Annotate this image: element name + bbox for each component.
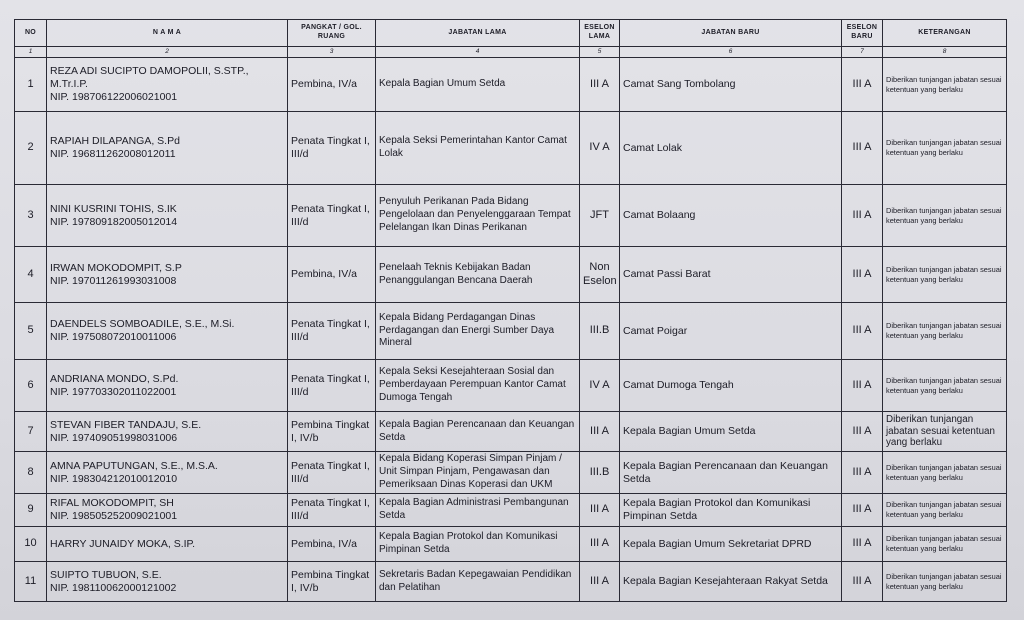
employee-nip: NIP. 197409051998031006 — [50, 431, 178, 444]
remarks-cell: Diberikan tunjangan jabatan sesuai ketentuan yang berlaku — [883, 185, 1007, 247]
remarks-cell: Diberikan tunjangan jabatan sesuai ketentuan yang berlaku — [883, 112, 1007, 185]
remarks-cell: Diberikan tunjangan jabatan sesuai ketentuan yang berlaku — [883, 303, 1007, 360]
employee-cell — [47, 562, 288, 602]
employee-name: IRWAN MOKODOMPIT, S.P — [50, 261, 182, 274]
remarks-cell: Diberikan tunjangan jabatan sesuai ketentuan yang berlaku — [883, 494, 1007, 527]
new-echelon-cell: III A — [842, 527, 883, 562]
column-number: 2 — [47, 47, 288, 58]
table-row — [15, 527, 1007, 562]
employee-cell — [47, 303, 288, 360]
row-number: 11 — [15, 562, 47, 602]
new-position-cell: Camat Poigar — [620, 303, 842, 360]
rank-cell: Penata Tingkat I, III/d — [288, 185, 376, 247]
new-echelon-cell: III A — [842, 562, 883, 602]
employee-name: HARRY JUNAIDY MOKA, S.IP. — [50, 537, 196, 550]
employee-nip: NIP. 197508072010011006 — [50, 331, 177, 343]
header-jabatan-baru: JABATAN BARU — [620, 20, 842, 47]
header-eselon-lama: ESELON LAMA — [580, 20, 620, 47]
remarks-cell: Diberikan tunjangan jabatan sesuai ketentuan yang berlaku — [883, 562, 1007, 602]
employee-name: NINI KUSRINI TOHIS, S.IK — [50, 202, 177, 215]
remarks-cell: Diberikan tunjangan jabatan sesuai ketentuan yang berlaku — [883, 527, 1007, 562]
old-echelon-cell: Non Eselon — [580, 247, 620, 303]
old-echelon-cell: III A — [580, 58, 620, 112]
old-position-cell: Sekretaris Badan Kepegawaian Pendidikan dan Pelatihan — [376, 562, 580, 602]
employee-cell — [47, 58, 288, 112]
row-number: 5 — [15, 303, 47, 360]
employee-name: DAENDELS SOMBOADILE, S.E., M.Si. — [50, 318, 235, 331]
employee-nip: NIP. 198304212010012010 — [50, 472, 178, 485]
new-position-cell: Kepala Bagian Kesejahteraan Rakyat Setda — [620, 562, 842, 602]
remarks-cell: Diberikan tunjangan jabatan sesuai ketentuan yang berlaku — [883, 360, 1007, 412]
rank-cell: Pembina Tingkat I, IV/b — [288, 562, 376, 602]
row-number: 3 — [15, 185, 47, 247]
employee-name: RIFAL MOKODOMPIT, SH — [50, 497, 174, 510]
table-row — [15, 452, 1007, 494]
row-number: 4 — [15, 247, 47, 303]
header-keterangan: KETERANGAN — [883, 20, 1007, 47]
table-row — [15, 412, 1007, 452]
old-position-cell: Kepala Seksi Pemerintahan Kantor Camat Lolak — [376, 112, 580, 185]
new-position-cell: Camat Sang Tombolang — [620, 58, 842, 112]
old-echelon-cell: III A — [580, 494, 620, 527]
new-echelon-cell: III A — [842, 303, 883, 360]
new-echelon-cell: III A — [842, 360, 883, 412]
employee-nip: NIP. 197703302011022001 — [50, 385, 177, 398]
rank-cell: Penata Tingkat I, III/d — [288, 360, 376, 412]
table-row — [15, 562, 1007, 602]
table-row — [15, 360, 1007, 412]
column-number: 6 — [620, 47, 842, 58]
old-position-cell: Kepala Bidang Perdagangan Dinas Perdagangan dan Energi Sumber Daya Mineral — [376, 303, 580, 360]
rank-cell: Penata Tingkat I, III/d — [288, 452, 376, 494]
employee-cell — [47, 527, 288, 562]
header-no: NO — [15, 20, 47, 47]
table-row — [15, 303, 1007, 360]
old-position-cell: Kepala Bidang Koperasi Simpan Pinjam / Unit Simpan Pinjam, Pengawasan dan Pemeriksaan Dinas Koperasi dan UKM — [376, 452, 580, 494]
rank-cell: Penata Tingkat I, III/d — [288, 303, 376, 360]
new-position-cell: Kepala Bagian Perencanaan dan Keuangan Setda — [620, 452, 842, 494]
employee-cell — [47, 412, 288, 452]
row-number: 2 — [15, 112, 47, 185]
row-number: 8 — [15, 452, 47, 494]
column-number-row — [15, 47, 1007, 58]
header-row — [15, 20, 1007, 47]
new-echelon-cell: III A — [842, 412, 883, 452]
remarks-cell: Diberikan tunjangan jabatan sesuai ketentuan yang berlaku — [883, 247, 1007, 303]
row-number: 7 — [15, 412, 47, 452]
employee-cell — [47, 112, 288, 185]
row-number: 1 — [15, 58, 47, 112]
new-echelon-cell: III A — [842, 185, 883, 247]
table-row — [15, 58, 1007, 112]
old-echelon-cell: III.B — [580, 303, 620, 360]
new-position-cell: Kepala Bagian Umum Setda — [620, 412, 842, 452]
new-echelon-cell: III A — [842, 494, 883, 527]
remarks-cell: Diberikan tunjangan jabatan sesuai ketentuan yang berlaku — [883, 58, 1007, 112]
employee-nip: NIP. 198110062000121002 — [50, 581, 177, 594]
employee-cell — [47, 452, 288, 494]
old-position-cell: Penelaah Teknis Kebijakan Badan Penanggulangan Bencana Daerah — [376, 247, 580, 303]
rank-cell: Penata Tingkat I, III/d — [288, 494, 376, 527]
new-position-cell: Kepala Bagian Umum Sekretariat DPRD — [620, 527, 842, 562]
old-echelon-cell: JFT — [580, 185, 620, 247]
new-position-cell: Camat Bolaang — [620, 185, 842, 247]
employee-cell — [47, 185, 288, 247]
employee-name: REZA ADI SUCIPTO DAMOPOLII, S.STP., M.Tr.I.P. — [50, 65, 249, 91]
employee-cell — [47, 494, 288, 527]
new-echelon-cell: III A — [842, 58, 883, 112]
table-row — [15, 112, 1007, 185]
table-row — [15, 494, 1007, 527]
header-eselon-baru: ESELON BARU — [842, 20, 883, 47]
rank-cell: Pembina, IV/a — [288, 247, 376, 303]
header-pangkat: PANGKAT / GOL. RUANG — [288, 20, 376, 47]
old-position-cell: Kepala Bagian Protokol dan Komunikasi Pimpinan Setda — [376, 527, 580, 562]
new-position-cell: Camat Passi Barat — [620, 247, 842, 303]
employee-nip: NIP. 198505252009021001 — [50, 510, 178, 522]
column-number: 8 — [883, 47, 1007, 58]
mutation-table — [14, 19, 1007, 602]
employee-name: RAPIAH DILAPANGA, S.Pd — [50, 135, 180, 148]
new-position-cell: Camat Dumoga Tengah — [620, 360, 842, 412]
employee-name: SUIPTO TUBUON, S.E. — [50, 568, 162, 581]
employee-nip: NIP. 197011261993031008 — [50, 274, 177, 287]
rank-cell: Pembina, IV/a — [288, 58, 376, 112]
table-row — [15, 247, 1007, 303]
employee-cell — [47, 360, 288, 412]
rank-cell: Penata Tingkat I, III/d — [288, 112, 376, 185]
remarks-cell: Diberikan tunjangan jabatan sesuai ketentuan yang berlaku — [883, 412, 1007, 452]
employee-name: ANDRIANA MONDO, S.Pd. — [50, 372, 179, 385]
column-number: 7 — [842, 47, 883, 58]
old-position-cell: Penyuluh Perikanan Pada Bidang Pengelolaan dan Penyelenggaraan Tempat Pelelangan Ikan Dinas Perikanan — [376, 185, 580, 247]
old-echelon-cell: IV A — [580, 360, 620, 412]
old-echelon-cell: III.B — [580, 452, 620, 494]
old-position-cell: Kepala Bagian Umum Setda — [376, 58, 580, 112]
old-echelon-cell: III A — [580, 562, 620, 602]
old-echelon-cell: III A — [580, 412, 620, 452]
row-number: 6 — [15, 360, 47, 412]
column-number: 3 — [288, 47, 376, 58]
employee-nip: NIP. 197809182005012014 — [50, 215, 178, 228]
employee-nip: NIP. 196811262008012011 — [50, 148, 176, 160]
employee-nip: NIP. 198706122006021001 — [50, 90, 178, 103]
table-body — [15, 58, 1007, 602]
header-jabatan-lama: JABATAN LAMA — [376, 20, 580, 47]
new-position-cell: Camat Lolak — [620, 112, 842, 185]
employee-name: AMNA PAPUTUNGAN, S.E., M.S.A. — [50, 459, 218, 472]
row-number: 9 — [15, 494, 47, 527]
old-echelon-cell: III A — [580, 527, 620, 562]
header-nama: N A M A — [47, 20, 288, 47]
rank-cell: Pembina, IV/a — [288, 527, 376, 562]
employee-cell — [47, 247, 288, 303]
old-position-cell: Kepala Bagian Administrasi Pembangunan Setda — [376, 494, 580, 527]
new-echelon-cell: III A — [842, 452, 883, 494]
old-echelon-cell: IV A — [580, 112, 620, 185]
new-echelon-cell: III A — [842, 112, 883, 185]
rank-cell: Pembina Tingkat I, IV/b — [288, 412, 376, 452]
column-number: 1 — [15, 47, 47, 58]
new-position-cell: Kepala Bagian Protokol dan Komunikasi Pimpinan Setda — [620, 494, 842, 527]
column-number: 4 — [376, 47, 580, 58]
remarks-cell: Diberikan tunjangan jabatan sesuai ketentuan yang berlaku — [883, 452, 1007, 494]
table-row — [15, 185, 1007, 247]
employee-name: STEVAN FIBER TANDAJU, S.E. — [50, 418, 202, 431]
column-number: 5 — [580, 47, 620, 58]
row-number: 10 — [15, 527, 47, 562]
old-position-cell: Kepala Seksi Kesejahteraan Sosial dan Pemberdayaan Perempuan Kantor Camat Dumoga Tengah — [376, 360, 580, 412]
new-echelon-cell: III A — [842, 247, 883, 303]
old-position-cell: Kepala Bagian Perencanaan dan Keuangan Setda — [376, 412, 580, 452]
